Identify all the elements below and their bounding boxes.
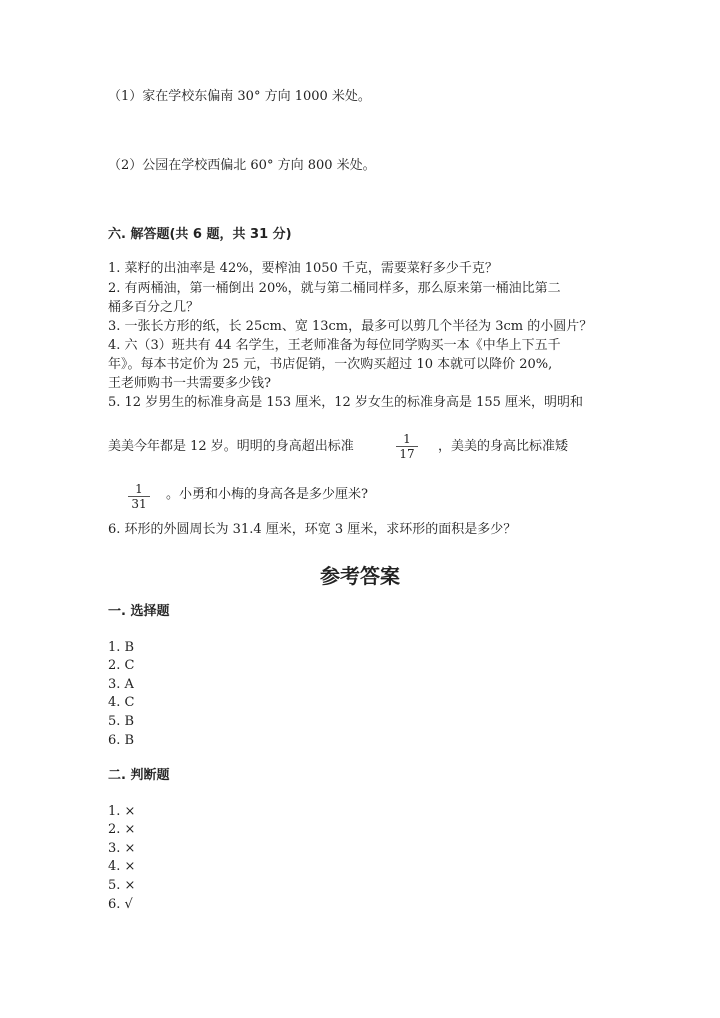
section-6-heading: 六. 解答题(共 6 题，共 31 分) (108, 227, 292, 242)
answers-s2-heading: 二. 判断题 (108, 768, 170, 783)
fraction-1-31 (128, 482, 150, 511)
numerator: 1 (396, 432, 418, 447)
answer-item: 5. B (108, 714, 135, 729)
answer-item: 2. × (108, 822, 136, 837)
answer-item: 4. C (108, 695, 135, 710)
answer-item: 3. × (108, 841, 136, 856)
q5-part-c: 。小勇和小梅的身高各是多少厘米? (166, 487, 368, 502)
q-line: 王老师购书一共需要多少钱? (108, 376, 271, 391)
q-line: 2. 有两桶油，第一桶倒出 20%，就与第二桶同样多，那么原来第一桶油比第二 (108, 281, 561, 296)
q5-part-a: 美美今年都是 12 岁。明明的身高超出标准 (108, 439, 354, 454)
numerator: 1 (128, 482, 150, 497)
q-line: 1. 菜籽的出油率是 42%，要榨油 1050 千克，需要菜籽多少千克？ (108, 261, 498, 276)
answer-item: 4. × (108, 859, 136, 874)
answer-item: 1. B (108, 640, 135, 655)
answer-item: 3. A (108, 677, 134, 692)
answer-item: 6. B (108, 733, 135, 748)
q5-part-b: ，美美的身高比标准矮 (438, 439, 569, 454)
q-line: 年》。每本书定价为 25 元，书店促销，一次购买超过 10 本就可以降价 20%, (108, 357, 553, 372)
answer-item: 1. × (108, 804, 136, 819)
sub-item-1: （1）家在学校东偏南 30° 方向 1000 米处。 (108, 89, 371, 104)
q-line: 5. 12 岁男生的标准身高是 153 厘米，12 岁女生的标准身高是 155 厘米，明明和 (108, 395, 584, 410)
q-line: 桶多百分之几？ (108, 300, 200, 315)
sub-item-2: （2）公园在学校西偏北 60° 方向 800 米处。 (108, 158, 376, 173)
answers-title: 参考答案 (320, 564, 400, 588)
answer-item: 2. C (108, 658, 135, 673)
q-line: 3. 一张长方形的纸，长 25cm、宽 13cm，最多可以剪几个半径为 3cm 的小圆片？ (108, 319, 593, 334)
q-line: 4. 六（3）班共有 44 名学生，王老师准备为每位同学购买一本《中华上下五千 (108, 338, 561, 353)
answers-s1-heading: 一. 选择题 (108, 604, 170, 619)
q6: 6. 环形的外圆周长为 31.4 厘米，环宽 3 厘米，求环形的面积是多少？ (108, 522, 517, 537)
denominator: 17 (399, 447, 415, 461)
fraction-1-17 (396, 432, 418, 461)
answer-item: 6. √ (108, 897, 133, 912)
answer-item: 5. × (108, 878, 136, 893)
denominator: 31 (131, 497, 147, 511)
